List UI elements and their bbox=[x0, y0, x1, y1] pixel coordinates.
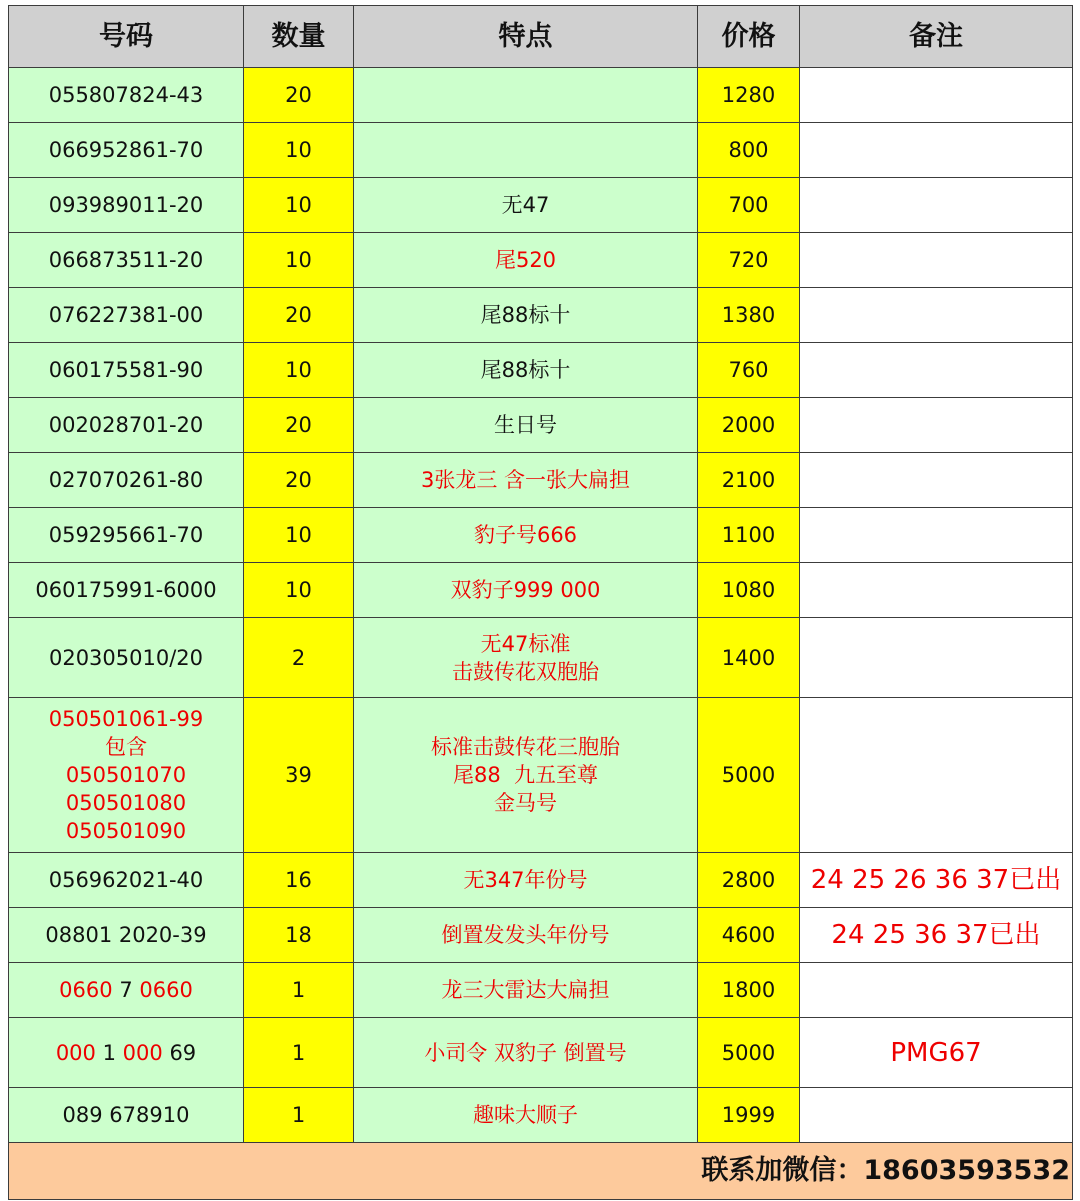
feature-cell: 倒置发发头年份号 bbox=[354, 908, 698, 963]
feature-line: 标准击鼓传花三胞胎 bbox=[431, 735, 620, 759]
table-row bbox=[9, 698, 1073, 853]
number-line: 包含 bbox=[105, 735, 147, 759]
price-cell: 700 bbox=[698, 178, 800, 233]
price-cell: 1999 bbox=[698, 1088, 800, 1143]
table-row bbox=[9, 908, 1073, 963]
note-cell bbox=[800, 618, 1073, 698]
quantity-cell: 10 bbox=[244, 508, 354, 563]
feature-cell: 豹子号666 bbox=[354, 508, 698, 563]
price-cell: 5000 bbox=[698, 1018, 800, 1088]
number-cell bbox=[9, 963, 244, 1018]
quantity-cell: 10 bbox=[244, 123, 354, 178]
table-row bbox=[9, 178, 1073, 233]
table-row bbox=[9, 343, 1073, 398]
number-cell: 093989011-20 bbox=[9, 178, 244, 233]
note-cell: PMG67 bbox=[800, 1018, 1073, 1088]
price-cell: 760 bbox=[698, 343, 800, 398]
feature-line: 金马号 bbox=[494, 791, 557, 815]
table-row bbox=[9, 288, 1073, 343]
feature-cell bbox=[354, 68, 698, 123]
feature-cell: 无347年份号 bbox=[354, 853, 698, 908]
feature-cell: 尾520 bbox=[354, 233, 698, 288]
number-cell bbox=[9, 698, 244, 853]
note-cell bbox=[800, 453, 1073, 508]
price-cell: 1800 bbox=[698, 963, 800, 1018]
number-part: 69 bbox=[169, 1040, 197, 1065]
number-cell: 060175581-90 bbox=[9, 343, 244, 398]
table-row bbox=[9, 398, 1073, 453]
note-cell bbox=[800, 233, 1073, 288]
feature-cell: 生日号 bbox=[354, 398, 698, 453]
number-part: 000 bbox=[122, 1040, 163, 1065]
price-cell: 720 bbox=[698, 233, 800, 288]
feature-line: 无47标准 bbox=[480, 631, 571, 656]
quantity-cell: 10 bbox=[244, 233, 354, 288]
table-row bbox=[9, 123, 1073, 178]
feature-cell: 龙三大雷达大扁担 bbox=[354, 963, 698, 1018]
feature-line: 尾88 九五至尊 bbox=[452, 763, 599, 787]
header-quantity: 数量 bbox=[244, 6, 354, 68]
quantity-cell: 10 bbox=[244, 343, 354, 398]
number-part: 000 bbox=[55, 1040, 96, 1065]
number-cell: 056962021-40 bbox=[9, 853, 244, 908]
contact-footer: 联系加微信：18603593532 bbox=[9, 1143, 1073, 1200]
quantity-cell: 1 bbox=[244, 1088, 354, 1143]
table-row bbox=[9, 1088, 1073, 1143]
price-cell: 1400 bbox=[698, 618, 800, 698]
note-cell bbox=[800, 288, 1073, 343]
number-part: 0660 bbox=[139, 978, 193, 1002]
number-cell: 066873511-20 bbox=[9, 233, 244, 288]
feature-cell: 尾88标十 bbox=[354, 288, 698, 343]
price-cell: 2100 bbox=[698, 453, 800, 508]
header-feature: 特点 bbox=[354, 6, 698, 68]
header-price: 价格 bbox=[698, 6, 800, 68]
feature-cell bbox=[354, 618, 698, 698]
quantity-cell: 10 bbox=[244, 563, 354, 618]
feature-cell: 小司令 双豹子 倒置号 bbox=[354, 1018, 698, 1088]
number-cell bbox=[9, 1018, 244, 1088]
number-line: 050501070 bbox=[65, 763, 187, 787]
feature-cell: 无47 bbox=[354, 178, 698, 233]
quantity-cell: 20 bbox=[244, 288, 354, 343]
table-row bbox=[9, 68, 1073, 123]
quantity-cell: 16 bbox=[244, 853, 354, 908]
note-cell bbox=[800, 508, 1073, 563]
feature-cell: 双豹子999 000 bbox=[354, 563, 698, 618]
quantity-cell: 1 bbox=[244, 1018, 354, 1088]
number-cell: 020305010/20 bbox=[9, 618, 244, 698]
number-cell: 027070261-80 bbox=[9, 453, 244, 508]
note-cell: 24 25 26 36 37已出 bbox=[800, 853, 1073, 908]
table-row bbox=[9, 563, 1073, 618]
price-cell: 5000 bbox=[698, 698, 800, 853]
note-cell bbox=[800, 178, 1073, 233]
note-cell bbox=[800, 563, 1073, 618]
quantity-cell: 20 bbox=[244, 398, 354, 453]
quantity-cell: 1 bbox=[244, 963, 354, 1018]
note-cell: 24 25 36 37已出 bbox=[800, 908, 1073, 963]
table-row bbox=[9, 618, 1073, 698]
price-cell: 800 bbox=[698, 123, 800, 178]
header-note: 备注 bbox=[800, 6, 1073, 68]
table-row bbox=[9, 453, 1073, 508]
number-cell: 059295661-70 bbox=[9, 508, 244, 563]
quantity-cell: 20 bbox=[244, 453, 354, 508]
price-cell: 1100 bbox=[698, 508, 800, 563]
number-cell: 076227381-00 bbox=[9, 288, 244, 343]
number-cell: 066952861-70 bbox=[9, 123, 244, 178]
note-cell bbox=[800, 963, 1073, 1018]
quantity-cell: 10 bbox=[244, 178, 354, 233]
number-part: 7 bbox=[119, 978, 133, 1002]
table-row bbox=[9, 233, 1073, 288]
note-cell bbox=[800, 398, 1073, 453]
number-cell: 002028701-20 bbox=[9, 398, 244, 453]
note-cell bbox=[800, 343, 1073, 398]
price-cell: 2000 bbox=[698, 398, 800, 453]
note-cell bbox=[800, 123, 1073, 178]
feature-cell: 3张龙三 含一张大扁担 bbox=[354, 453, 698, 508]
number-cell: 055807824-43 bbox=[9, 68, 244, 123]
price-cell: 1380 bbox=[698, 288, 800, 343]
price-cell: 1080 bbox=[698, 563, 800, 618]
note-cell bbox=[800, 698, 1073, 853]
feature-cell bbox=[354, 698, 698, 853]
price-cell: 4600 bbox=[698, 908, 800, 963]
quantity-cell: 39 bbox=[244, 698, 354, 853]
quantity-cell: 2 bbox=[244, 618, 354, 698]
footer-row bbox=[9, 1143, 1073, 1200]
feature-cell: 尾88标十 bbox=[354, 343, 698, 398]
feature-line: 击鼓传花双胞胎 bbox=[452, 659, 599, 684]
number-line: 050501080 bbox=[65, 791, 187, 815]
note-cell bbox=[800, 1088, 1073, 1143]
number-line: 050501061-99 bbox=[48, 707, 204, 731]
number-cell: 08801 2020-39 bbox=[9, 908, 244, 963]
table-row bbox=[9, 1018, 1073, 1088]
number-part: 1 bbox=[102, 1040, 116, 1065]
number-line: 050501090 bbox=[65, 819, 187, 843]
header-number: 号码 bbox=[9, 6, 244, 68]
feature-cell: 趣味大顺子 bbox=[354, 1088, 698, 1143]
note-cell bbox=[800, 68, 1073, 123]
quantity-cell: 18 bbox=[244, 908, 354, 963]
header-row bbox=[9, 6, 1073, 68]
number-cell: 060175991-6000 bbox=[9, 563, 244, 618]
price-cell: 2800 bbox=[698, 853, 800, 908]
table-row bbox=[9, 853, 1073, 908]
table-row bbox=[9, 963, 1073, 1018]
number-part: 0660 bbox=[59, 978, 113, 1002]
price-cell: 1280 bbox=[698, 68, 800, 123]
feature-cell bbox=[354, 123, 698, 178]
number-cell: 089 678910 bbox=[9, 1088, 244, 1143]
table-row bbox=[9, 508, 1073, 563]
quantity-cell: 20 bbox=[244, 68, 354, 123]
price-table bbox=[8, 5, 1073, 1200]
